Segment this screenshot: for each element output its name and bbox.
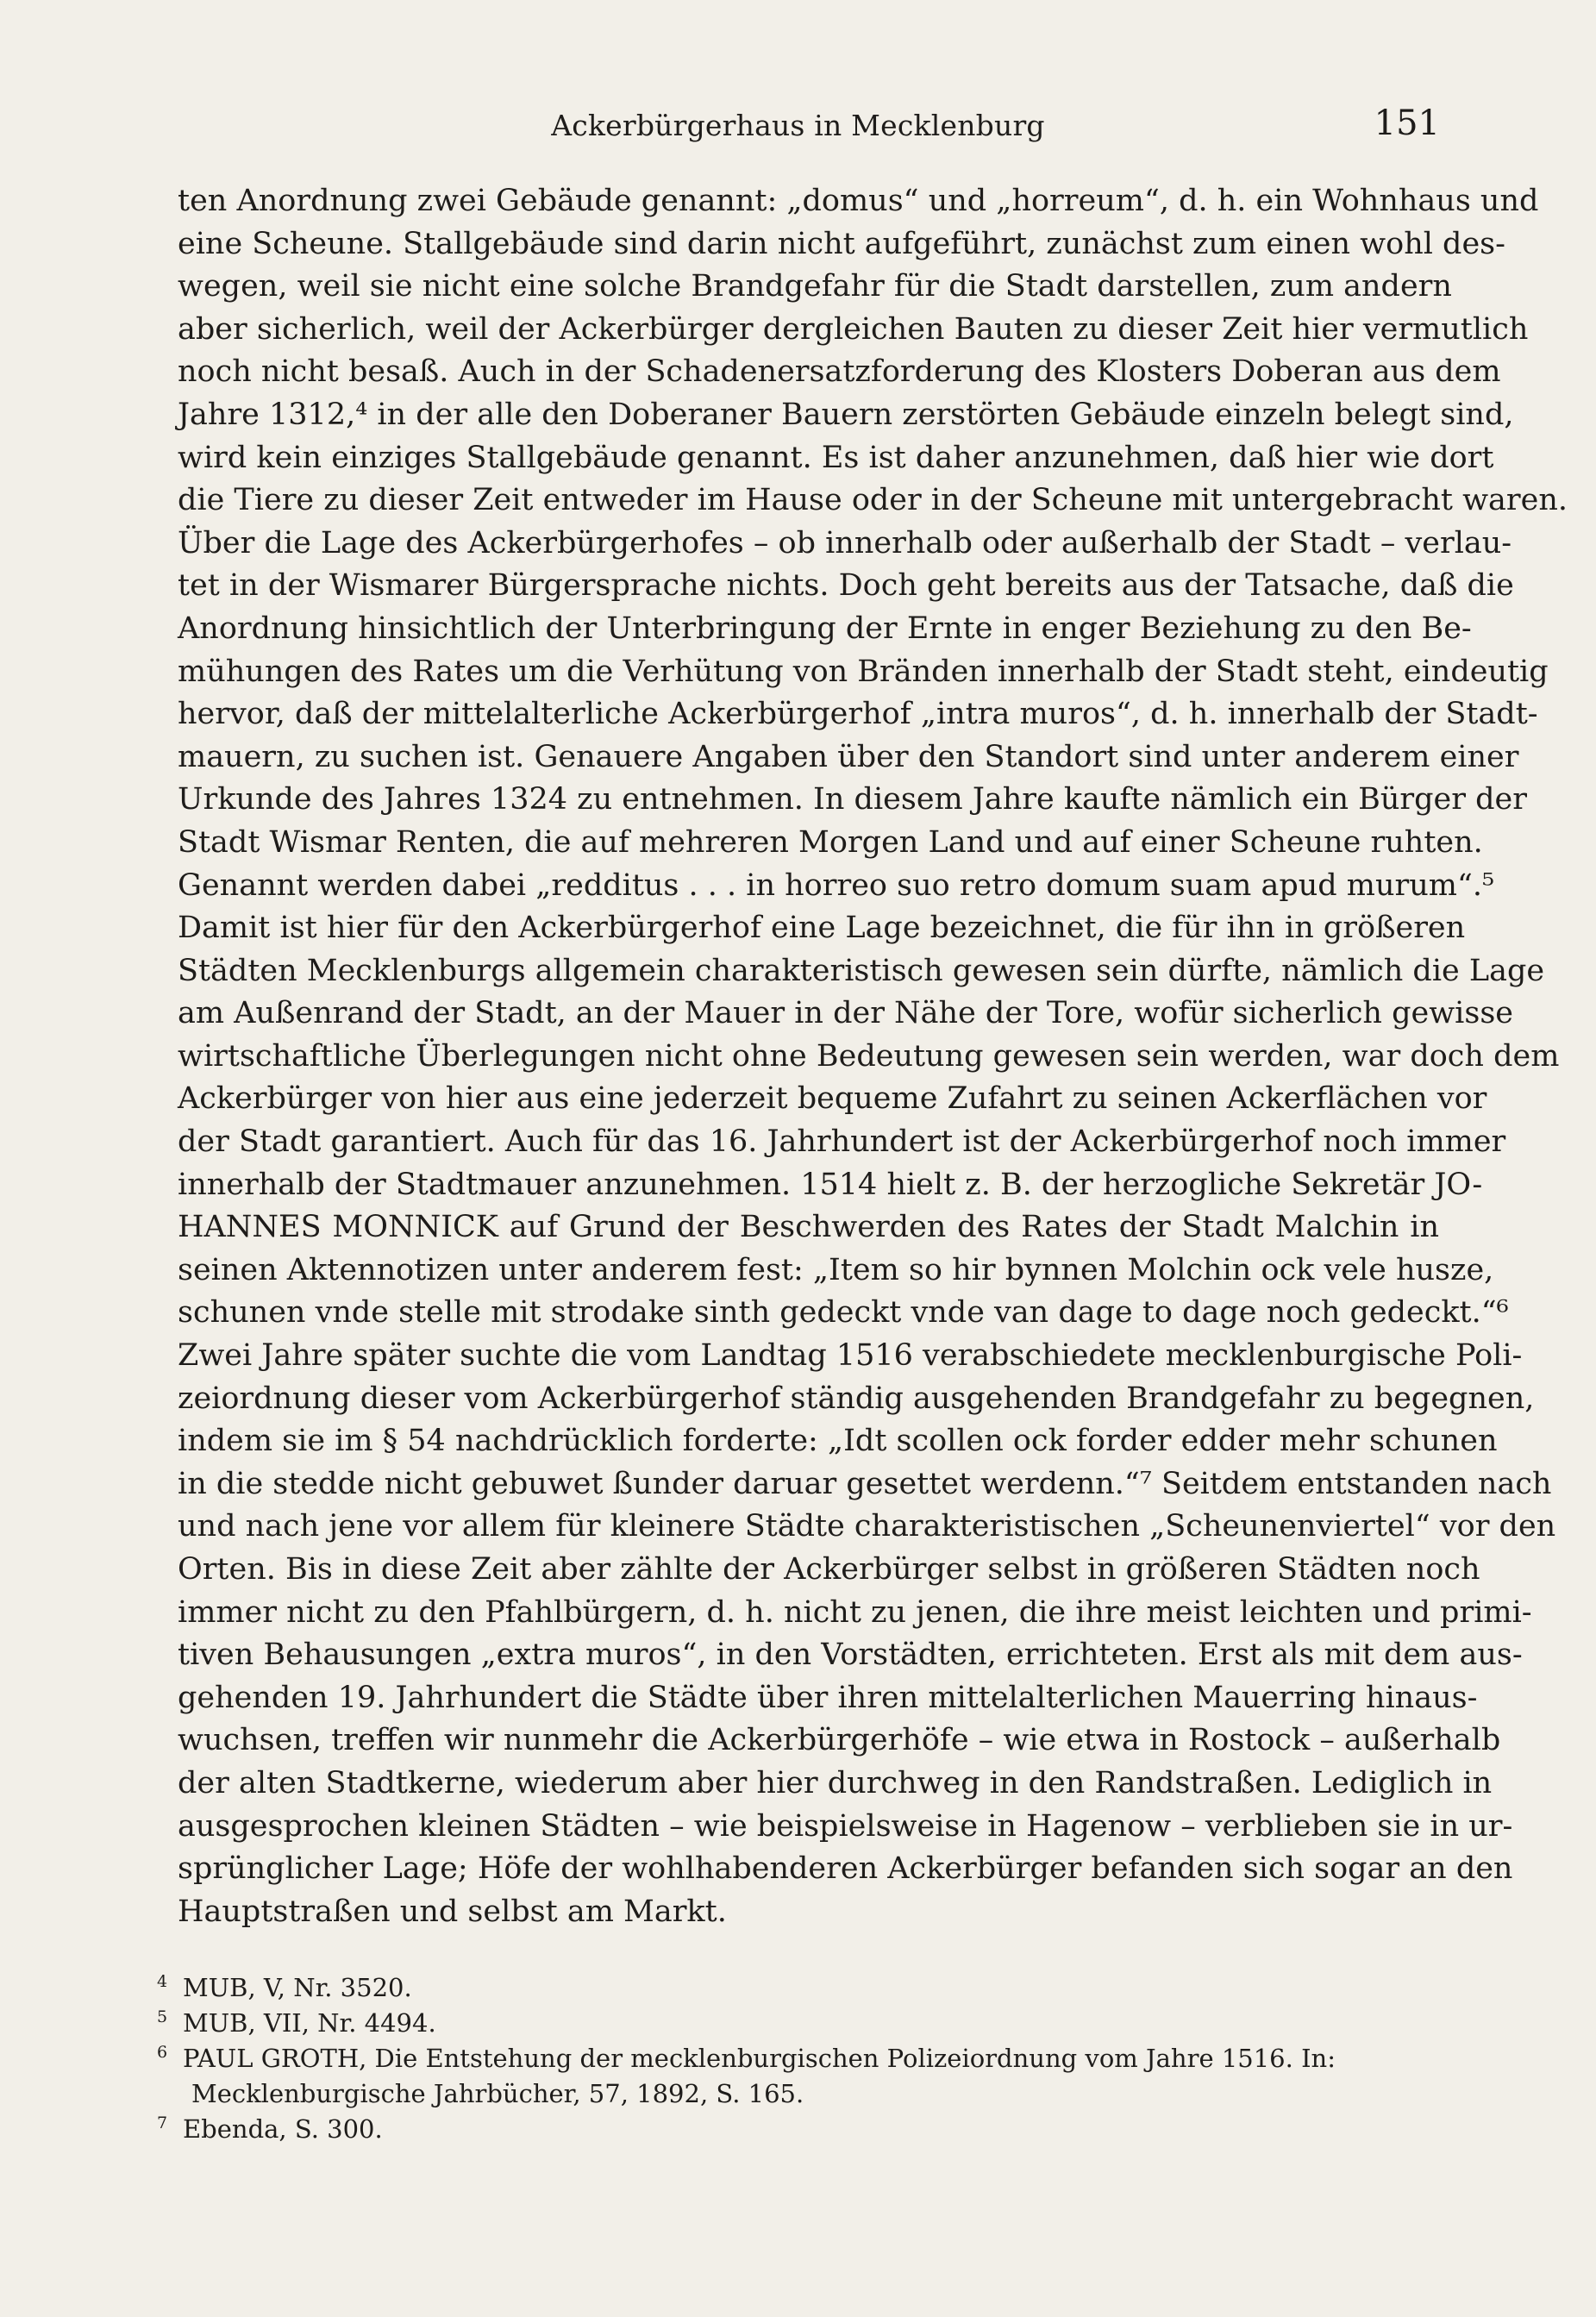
body-line: immer nicht zu den Pfahlbürgern, d. h. nicht zu jenen, die ihre meist leichten und primi- — [178, 1594, 1532, 1630]
body-line: Anordnung hinsichtlich der Unterbringung der Ernte in enger Beziehung zu den Be- — [178, 611, 1472, 646]
body-line: Genannt werden dabei „redditus . . . in horreo suo retro domum suam apud murum“.⁵ — [178, 867, 1495, 903]
footnote-text: Ebenda, S. 300. — [183, 2114, 383, 2144]
body-line: aber sicherlich, weil der Ackerbürger dergleichen Bauten zu dieser Zeit hier vermutlich — [178, 311, 1529, 347]
footnotes — [157, 1970, 1439, 2177]
body-line: Städten Mecklenburgs allgemein charakteristisch gewesen sein dürfte, nämlich die Lage — [178, 953, 1545, 988]
footnote — [157, 2006, 1439, 2041]
body-line: zeiordnung dieser vom Ackerbürgerhof ständig ausgehenden Brandgefahr zu begegnen, — [178, 1381, 1535, 1416]
footnote-text: PAUL GROTH, Die Entstehung der mecklenburgischen Polizeiordnung vom Jahre 1516. In: — [183, 2044, 1336, 2073]
body-line: eine Scheune. Stallgebäude sind darin nicht aufgeführt, zunächst zum einen wohl des- — [178, 226, 1505, 261]
body-line: tet in der Wismarer Bürgersprache nichts. Doch geht bereits aus der Tatsache, daß die — [178, 568, 1514, 604]
body-line: und nach jene vor allem für kleinere Städte charakteristischen „Scheunenviertel“ vor den — [178, 1509, 1556, 1544]
footnote — [157, 2041, 1439, 2076]
body-line: seinen Aktennotizen unter anderem fest: „Item so hir bynnen Molchin ock vele husze, — [178, 1252, 1494, 1287]
footnote-text: Mecklenburgische Jahrbücher, 57, 1892, S. 165. — [191, 2079, 804, 2108]
body-text — [178, 180, 1568, 1929]
body-line: Ackerbürger von hier aus eine jederzeit bequeme Zufahrt zu seinen Ackerflächen vor — [178, 1081, 1487, 1117]
body-line: indem sie im § 54 nachdrücklich forderte: „Idt scollen ock forder edder mehr schunen — [178, 1424, 1498, 1459]
body-line: sprünglicher Lage; Höfe der wohlhabenderen Ackerbürger befanden sich sogar an den — [178, 1851, 1513, 1887]
footnote-number: 7 — [157, 2113, 168, 2132]
body-line: tiven Behausungen „extra muros“, in den Vorstädten, errichteten. Erst als mit dem aus- — [178, 1638, 1523, 1673]
body-line: wirtschaftliche Überlegungen nicht ohne Bedeutung gewesen sein werden, war doch dem — [178, 1038, 1560, 1074]
footnote-text: MUB, VII, Nr. 4494. — [183, 2008, 436, 2038]
body-line: Hauptstraßen und selbst am Markt. — [178, 1894, 727, 1929]
body-line: Stadt Wismar Renten, die auf mehreren Morgen Land und auf einer Scheune ruhten. — [178, 824, 1483, 860]
footnote-number: 6 — [157, 2043, 168, 2062]
body-line: ausgesprochen kleinen Städten – wie beispielsweise in Hagenow – verblieben sie in ur- — [178, 1808, 1513, 1844]
body-line: wird kein einziges Stallgebäude genannt. Es ist daher anzunehmen, daß hier wie dort — [178, 440, 1494, 475]
body-line: innerhalb der Stadtmauer anzunehmen. 1514 hielt z. B. der herzogliche Sekretär JO- — [178, 1167, 1483, 1202]
body-line: Damit ist hier für den Ackerbürgerhof eine Lage bezeichnet, die für ihn in größeren — [178, 911, 1466, 946]
body-line: mauern, zu suchen ist. Genauere Angaben über den Standort sind unter anderem einer — [178, 739, 1519, 774]
body-line: Über die Lage des Ackerbürgerhofes – ob innerhalb oder außerhalb der Stadt – verlau- — [178, 525, 1512, 560]
page-number: 151 — [1374, 103, 1440, 143]
body-line: wegen, weil sie nicht eine solche Brandgefahr für die Stadt darstellen, zum andern — [178, 269, 1452, 304]
footnote-text: MUB, V, Nr. 3520. — [183, 1973, 412, 2002]
body-line: die Tiere zu dieser Zeit entweder im Hause oder in der Scheune mit untergebracht waren. — [178, 483, 1568, 518]
running-title: Ackerbürgerhaus in Mecklenburg — [551, 109, 1045, 142]
body-line: der Stadt garantiert. Auch für das 16. Jahrhundert ist der Ackerbürgerhof noch immer — [178, 1124, 1506, 1160]
body-line: der alten Stadtkerne, wiederum aber hier durchweg in den Randstraßen. Lediglich in — [178, 1765, 1493, 1800]
body-line: in die stedde nicht gebuwet ßunder daruar gesettet werdenn.“⁷ Seitdem entstanden nach — [178, 1466, 1552, 1501]
footnote-number: 4 — [157, 1972, 168, 1991]
body-line: noch nicht besaß. Auch in der Schadenersatzforderung des Klosters Doberan aus dem — [178, 354, 1501, 390]
footnote-number: 5 — [157, 2007, 168, 2026]
body-line: ten Anordnung zwei Gebäude genannt: „domus“ und „horreum“, d. h. ein Wohnhaus und — [178, 184, 1539, 218]
footnote — [157, 2112, 1439, 2147]
body-line: am Außenrand der Stadt, an der Mauer in der Nähe der Tore, wofür sicherlich gewisse — [178, 996, 1513, 1031]
footnote — [157, 2076, 1439, 2112]
body-line: Urkunde des Jahres 1324 zu entnehmen. In diesem Jahre kaufte nämlich ein Bürger der — [178, 782, 1527, 817]
body-line: Zwei Jahre später suchte die vom Landtag 1516 verabschiedete mecklenburgische Poli- — [178, 1338, 1523, 1374]
running-head — [0, 102, 1596, 153]
body-line: Orten. Bis in diese Zeit aber zählte der Ackerbürger selbst in größeren Städten noch — [178, 1552, 1480, 1587]
body-line: hervor, daß der mittelalterliche Ackerbürgerhof „intra muros“, d. h. innerhalb der Stadt- — [178, 697, 1538, 732]
body-line: Jahre 1312,⁴ in der alle den Doberaner Bauern zerstörten Gebäude einzeln belegt sind, — [178, 397, 1514, 432]
body-line: gehenden 19. Jahrhundert die Städte über ihren mittelalterlichen Mauerring hinaus- — [178, 1680, 1478, 1715]
body-line: wuchsen, treffen wir nunmehr die Ackerbürgerhöfe – wie etwa in Rostock – außerhalb — [178, 1723, 1501, 1758]
body-line: schunen vnde stelle mit strodake sinth gedeckt vnde van dage to dage noch gedeckt.“⁶ — [178, 1295, 1509, 1331]
footnote — [157, 1970, 1439, 2006]
body-line: mühungen des Rates um die Verhütung von Bränden innerhalb der Stadt steht, eindeutig — [178, 654, 1549, 689]
body-line: HANNES MONNICK auf Grund der Beschwerden des Rates der Stadt Malchin in — [178, 1210, 1439, 1245]
